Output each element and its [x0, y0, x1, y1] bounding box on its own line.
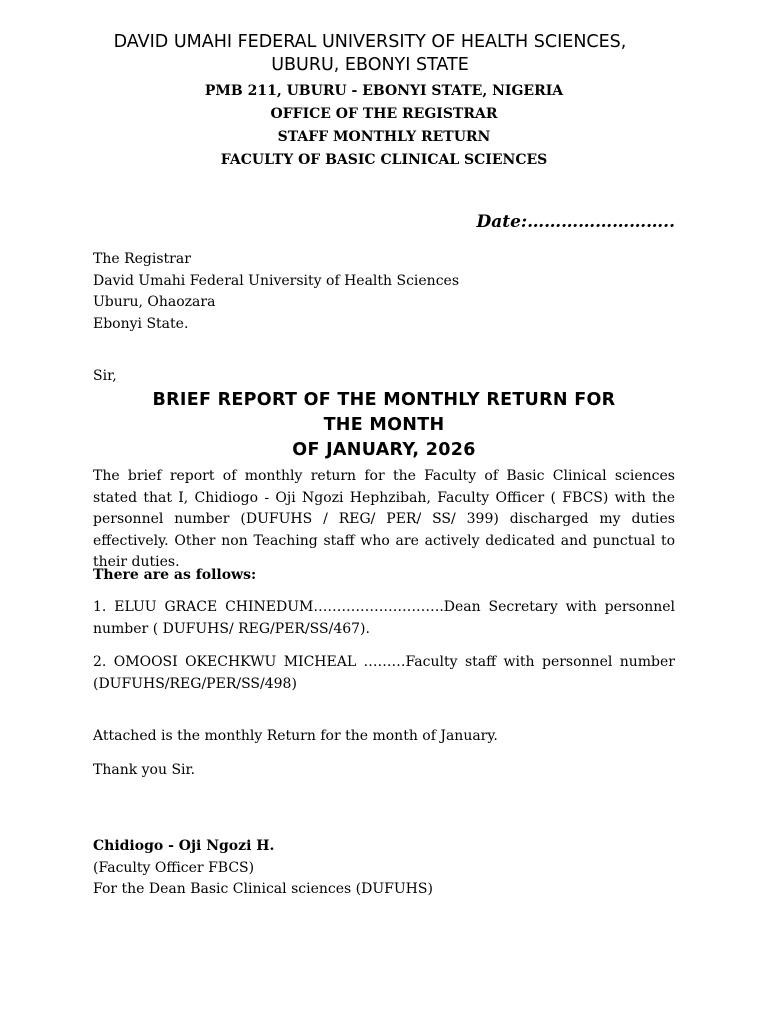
postal-address: PMB 211, UBURU - EBONYI STATE, NIGERIA [204, 83, 564, 99]
intro-paragraph: The brief report of monthly return for the Faculty of Basic Clinical sciences stated that I, Chidiogo - Oji Ngozi Hephzibah, Faculty Officer ( FBCS) with the personnel number (DUFUHS / REG/ PER/ SS/ 399) discharged my duties effectively. Other non Teaching staff who are actively dedicated and punctual to their duties. [93, 468, 675, 570]
university-name [60, 31, 680, 77]
form-title: STAFF MONTHLY RETURN [277, 129, 491, 145]
date-field: Date:…………………….. [476, 212, 675, 232]
signatory-name: Chidiogo - Oji Ngozi H. [93, 838, 275, 854]
recipient-address [93, 249, 459, 335]
signatory-title: (Faculty Officer FBCS) [93, 859, 255, 876]
report-title-line2: THE MONTH [323, 415, 445, 435]
university-name-line2: UBURU, EBONYI STATE [271, 55, 469, 75]
report-title [93, 388, 675, 463]
list-heading: There are as follows: [93, 567, 257, 583]
signature-block [93, 836, 433, 901]
salutation: Sir, [93, 368, 117, 384]
recipient-line2: David Umahi Federal University of Health Sciences [93, 272, 460, 289]
staff-item-1: 1. ELUU GRACE CHINEDUM……………………….Dean Secretary with personnel number ( DUFUHS/ REG/PER/SS/467). [93, 599, 675, 637]
recipient-line1: The Registrar [93, 251, 191, 267]
report-title-line1: BRIEF REPORT OF THE MONTHLY RETURN FOR [152, 390, 616, 410]
staff-item-2: 2. OMOOSI OKECHKWU MICHEAL ………Faculty staff with personnel number (DUFUHS/REG/PER/SS/498) [93, 654, 675, 692]
attachment-note: Attached is the monthly Return for the month of January. [93, 728, 498, 744]
faculty-heading: FACULTY OF BASIC CLINICAL SCIENCES [220, 152, 548, 168]
closing-thanks: Thank you Sir. [93, 762, 196, 778]
report-title-line3: OF JANUARY, 2026 [292, 440, 476, 460]
signatory-for-line: For the Dean Basic Clinical sciences (DUFUHS) [93, 881, 433, 897]
recipient-line3: Uburu, Ohaozara [93, 294, 216, 310]
university-name-line1: DAVID UMAHI FEDERAL UNIVERSITY OF HEALTH SCIENCES, [113, 32, 627, 52]
office-heading: OFFICE OF THE REGISTRAR [270, 106, 498, 122]
recipient-line4: Ebonyi State. [93, 315, 189, 332]
